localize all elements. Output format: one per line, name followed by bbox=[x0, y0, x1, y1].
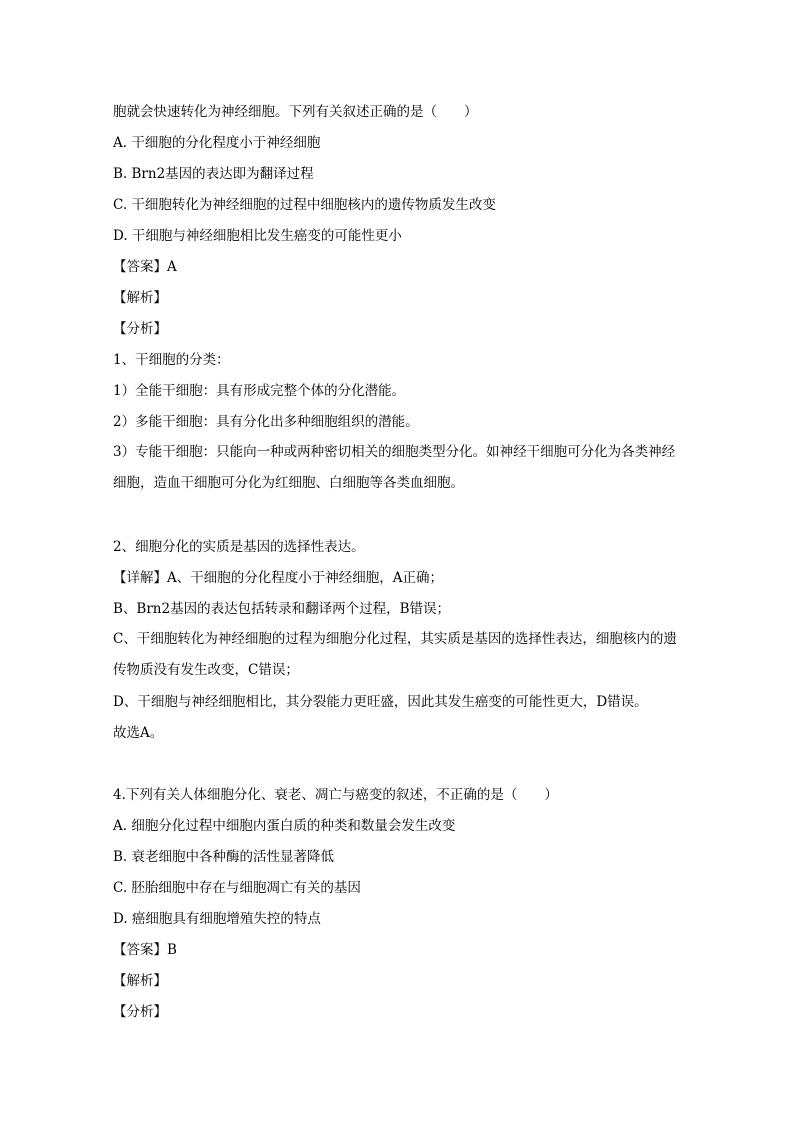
question-4-option-c: C. 胚胎细胞中存在与细胞凋亡有关的基因 bbox=[113, 880, 361, 896]
question-3-stem: 胞就会快速转化为神经细胞。下列有关叙述正确的是（ ） bbox=[113, 104, 478, 120]
question-3-option-c: C. 干细胞转化为神经细胞的过程中细胞核内的遗传物质发生改变 bbox=[113, 197, 496, 213]
question-4-stem: 4.下列有关人体细胞分化、衰老、凋亡与癌变的叙述，不正确的是（ ） bbox=[113, 787, 558, 803]
detail-line-d: D、干细胞与神经细胞相比，其分裂能力更旺盛，因此其发生癌变的可能性更大，D错误。 bbox=[113, 694, 648, 710]
question-3-option-d: D. 干细胞与神经细胞相比发生癌变的可能性更小 bbox=[113, 228, 402, 244]
question-4-answer: 【答案】B bbox=[113, 942, 177, 958]
analysis-line-3: 2）多能干细胞：具有分化出多种细胞组织的潜能。 bbox=[113, 414, 419, 430]
detail-line-a: 【详解】A、干细胞的分化程度小于神经细胞，A正确； bbox=[113, 570, 443, 586]
detail-conclusion: 故选A。 bbox=[113, 725, 164, 741]
analysis-line-2: 1）全能干细胞：具有形成完整个体的分化潜能。 bbox=[113, 383, 406, 399]
question-3-fenxi-heading: 【分析】 bbox=[113, 321, 167, 337]
question-4-option-a: A. 细胞分化过程中细胞内蛋白质的种类和数量会发生改变 bbox=[113, 818, 456, 834]
analysis-line-1: 1、干细胞的分类： bbox=[113, 352, 230, 368]
analysis-line-4: 3）专能干细胞：只能向一种或两种密切相关的细胞类型分化。如神经干细胞可分化为各类神经细胞，造血干细胞可分化为红细胞、白细胞等各类血细胞。 bbox=[113, 444, 676, 491]
question-3-option-b: B. Brn2基因的表达即为翻译过程 bbox=[113, 166, 314, 182]
analysis-line-5: 2、细胞分化的实质是基因的选择性表达。 bbox=[113, 539, 365, 555]
question-4-option-b: B. 衰老细胞中各种酶的活性显著降低 bbox=[113, 849, 335, 865]
detail-line-c: C、干细胞转化为神经细胞的过程为细胞分化过程，其实质是基因的选择性表达，细胞核内的遗传物质没有发生改变，C错误； bbox=[113, 631, 677, 678]
question-3-jiexi-heading: 【解析】 bbox=[113, 290, 167, 306]
question-4-fenxi-heading: 【分析】 bbox=[113, 1004, 167, 1020]
question-4-jiexi-heading: 【解析】 bbox=[113, 973, 167, 989]
question-3-option-a: A. 干细胞的分化程度小于神经细胞 bbox=[113, 135, 321, 151]
question-4-option-d: D. 癌细胞具有细胞增殖失控的特点 bbox=[113, 911, 321, 927]
question-3-answer: 【答案】A bbox=[113, 259, 177, 275]
detail-line-b: B、Brn2基因的表达包括转录和翻译两个过程，B错误； bbox=[113, 601, 450, 617]
